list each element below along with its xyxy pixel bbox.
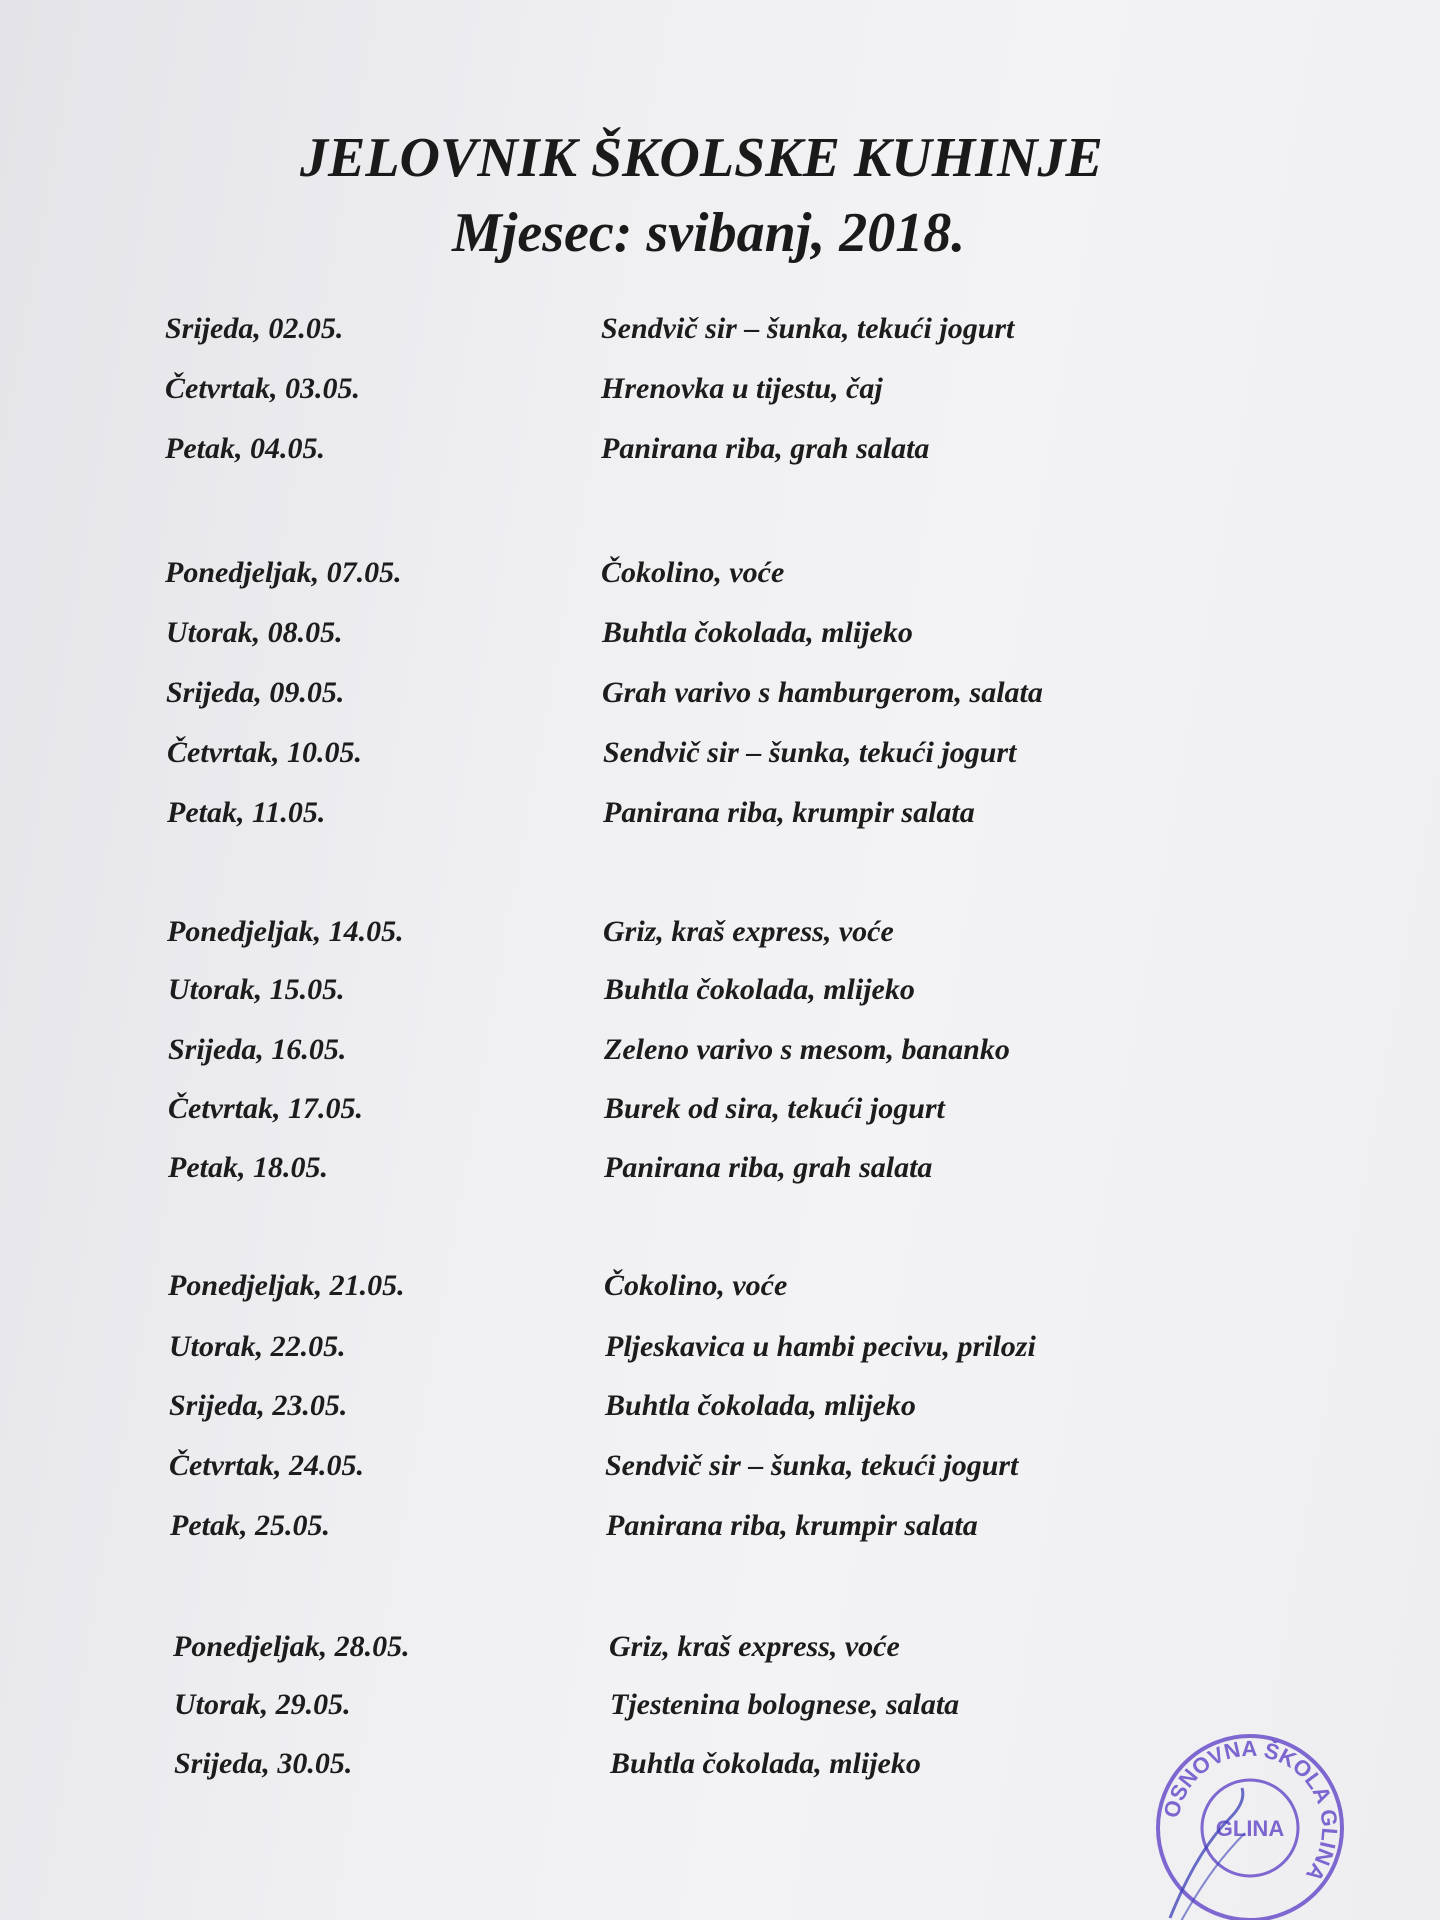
menu-day: Petak, 25.05. <box>170 1509 330 1542</box>
page-subtitle: Mjesec: svibanj, 2018. <box>452 202 966 264</box>
menu-meal: Zeleno varivo s mesom, bananko <box>604 1033 1010 1066</box>
menu-day: Ponedjeljak, 14.05. <box>167 915 404 948</box>
menu-day: Srijeda, 09.05. <box>166 676 345 709</box>
menu-meal: Griz, kraš express, voće <box>603 915 894 948</box>
menu-day: Ponedjeljak, 07.05. <box>165 556 402 589</box>
menu-meal: Burek od sira, tekući jogurt <box>604 1092 945 1125</box>
menu-day: Četvrtak, 03.05. <box>165 372 360 405</box>
menu-day: Ponedjeljak, 28.05. <box>173 1630 410 1663</box>
menu-meal: Buhtla čokolada, mlijeko <box>610 1747 921 1780</box>
stamp-center-text: GLINA <box>1215 1816 1285 1841</box>
menu-day: Utorak, 15.05. <box>168 973 345 1006</box>
menu-meal: Pljeskavica u hambi pecivu, prilozi <box>605 1330 1036 1363</box>
menu-meal: Buhtla čokolada, mlijeko <box>602 616 913 649</box>
menu-meal: Panirana riba, krumpir salata <box>606 1509 978 1542</box>
menu-day: Srijeda, 23.05. <box>169 1389 348 1422</box>
menu-meal: Panirana riba, grah salata <box>604 1151 933 1184</box>
menu-meal: Sendvič sir – šunka, tekući jogurt <box>601 312 1015 345</box>
menu-meal: Sendvič sir – šunka, tekući jogurt <box>603 736 1017 769</box>
menu-meal: Čokolino, voće <box>604 1269 788 1302</box>
menu-meal: Panirana riba, krumpir salata <box>603 796 975 829</box>
menu-day: Petak, 18.05. <box>168 1151 328 1184</box>
school-stamp-icon <box>1150 1728 1350 1920</box>
menu-meal: Buhtla čokolada, mlijeko <box>605 1389 916 1422</box>
menu-day: Četvrtak, 10.05. <box>167 736 362 769</box>
svg-text:OSNOVNA ŠKOLA GLINA <box>1159 1736 1343 1886</box>
menu-day: Utorak, 08.05. <box>166 616 343 649</box>
menu-meal: Čokolino, voće <box>601 556 785 589</box>
menu-meal: Griz, kraš express, voće <box>609 1630 900 1663</box>
menu-day: Petak, 11.05. <box>167 796 326 829</box>
menu-day: Četvrtak, 17.05. <box>168 1092 363 1125</box>
menu-day: Srijeda, 30.05. <box>174 1747 353 1780</box>
menu-day: Utorak, 29.05. <box>174 1688 351 1721</box>
menu-day: Ponedjeljak, 21.05. <box>168 1269 405 1302</box>
stamp-ring-text: OSNOVNA ŠKOLA GLINA <box>1158 1735 1343 1887</box>
menu-day: Četvrtak, 24.05. <box>169 1449 364 1482</box>
menu-meal: Buhtla čokolada, mlijeko <box>604 973 915 1006</box>
menu-meal: Sendvič sir – šunka, tekući jogurt <box>605 1449 1019 1482</box>
menu-day: Srijeda, 16.05. <box>168 1033 347 1066</box>
menu-meal: Panirana riba, grah salata <box>601 432 930 465</box>
menu-day: Utorak, 22.05. <box>169 1330 346 1363</box>
menu-day: Srijeda, 02.05. <box>165 312 344 345</box>
page-title: JELOVNIK ŠKOLSKE KUHINJE <box>300 127 1103 189</box>
menu-meal: Grah varivo s hamburgerom, salata <box>602 676 1043 709</box>
menu-day: Petak, 04.05. <box>165 432 325 465</box>
menu-meal: Tjestenina bolognese, salata <box>610 1688 960 1721</box>
menu-meal: Hrenovka u tijestu, čaj <box>601 372 883 405</box>
